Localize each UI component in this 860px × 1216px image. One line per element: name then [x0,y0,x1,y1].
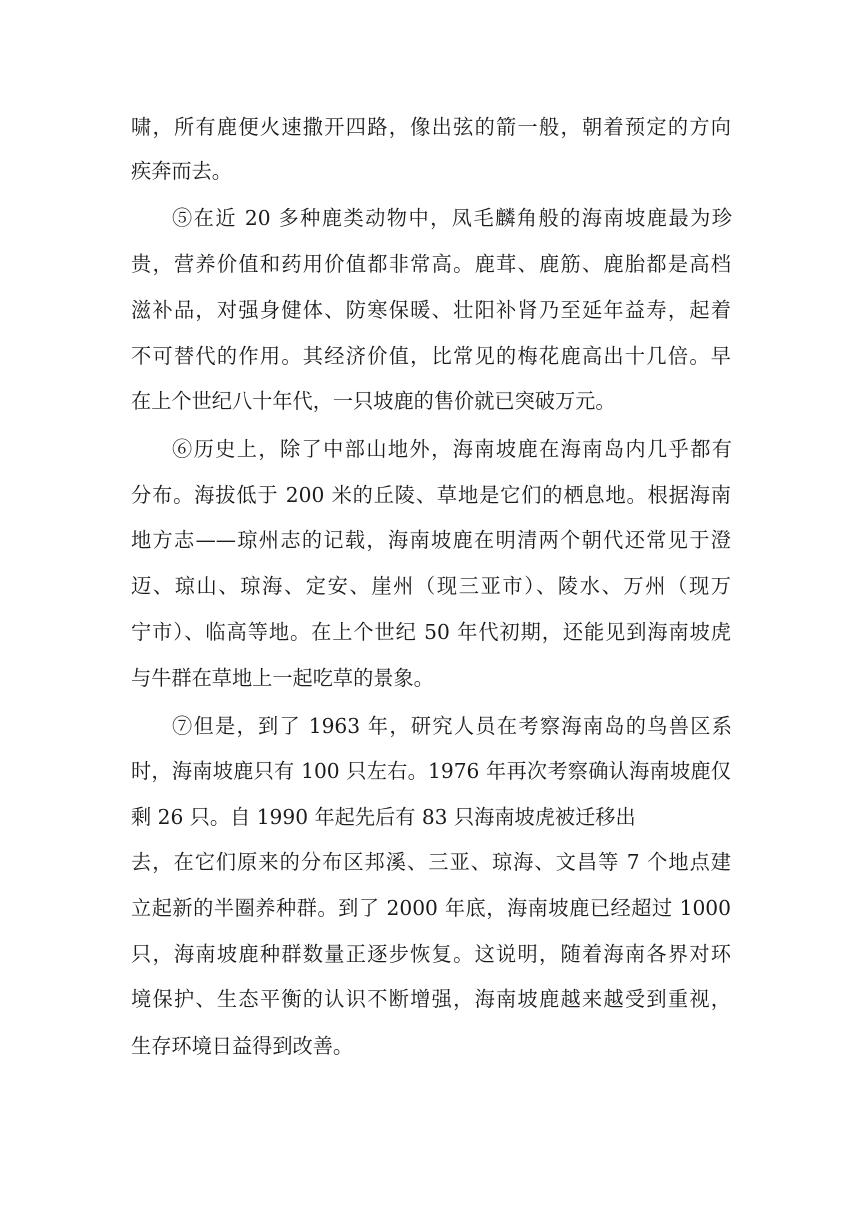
paragraph-7-first-line: ⑦但是，到了 1963 年，研究人员在考察海南岛的鸟兽区系 [172,714,732,738]
text-line: 去，在它们原来的分布区邦溪、三亚、琼海、文昌等 7 个地点建 [131,850,731,874]
text-line: 与牛群在草地上一起吃草的景象。 [131,666,434,690]
text-line: 啸，所有鹿便火速撒开四路，像出弦的箭一般，朝着预定的方向 [131,115,731,139]
text-line: 贵，营养价值和药用价值都非常高。鹿茸、鹿筋、鹿胎都是高档 [131,252,731,276]
text-line: 不可替代的作用。其经济价值，比常见的梅花鹿高出十几倍。早 [131,344,731,368]
text-line: 剩 26 只。自 1990 年起先后有 83 只海南坡虎被迁移出 [131,805,636,829]
text-line: 生存环境日益得到改善。 [131,1034,354,1058]
paragraph-5-first-line: ⑤在近 20 多种鹿类动物中，凤毛麟角般的海南坡鹿最为珍 [172,206,732,230]
text-line: 境保护、生态平衡的认识不断增强，海南坡鹿越来越受到重视， [131,987,731,1011]
text-line: 只，海南坡鹿种群数量正逐步恢复。这说明，随着海南各界对环 [131,942,731,966]
text-line: 立起新的半圈养种群。到了 2000 年底，海南坡鹿已经超过 1000 [131,896,731,920]
text-line: 地方志——琼州志的记载，海南坡鹿在明清两个朝代还常见于澄 [131,528,731,552]
text-line: 在上个世纪八十年代，一只坡鹿的售价就已突破万元。 [131,389,616,413]
text-line: 迈、琼山、琼海、定安、崖州（现三亚市）、陵水、万州（现万 [131,574,731,598]
text-line: 疾奔而去。 [131,159,232,183]
text-line: 分布。海拔低于 200 米的丘陵、草地是它们的栖息地。根据海南 [131,483,731,507]
text-line: 时，海南坡鹿只有 100 只左右。1976 年再次考察确认海南坡鹿仅 [131,759,731,783]
paragraph-6-first-line: ⑥历史上，除了中部山地外，海南坡鹿在海南岛内几乎都有 [172,437,732,461]
text-line: 宁市）、临高等地。在上个世纪 50 年代初期，还能见到海南坡虎 [131,620,731,644]
text-line: 滋补品，对强身健体、防寒保暖、壮阳补肾乃至延年益寿，起着 [131,298,731,322]
